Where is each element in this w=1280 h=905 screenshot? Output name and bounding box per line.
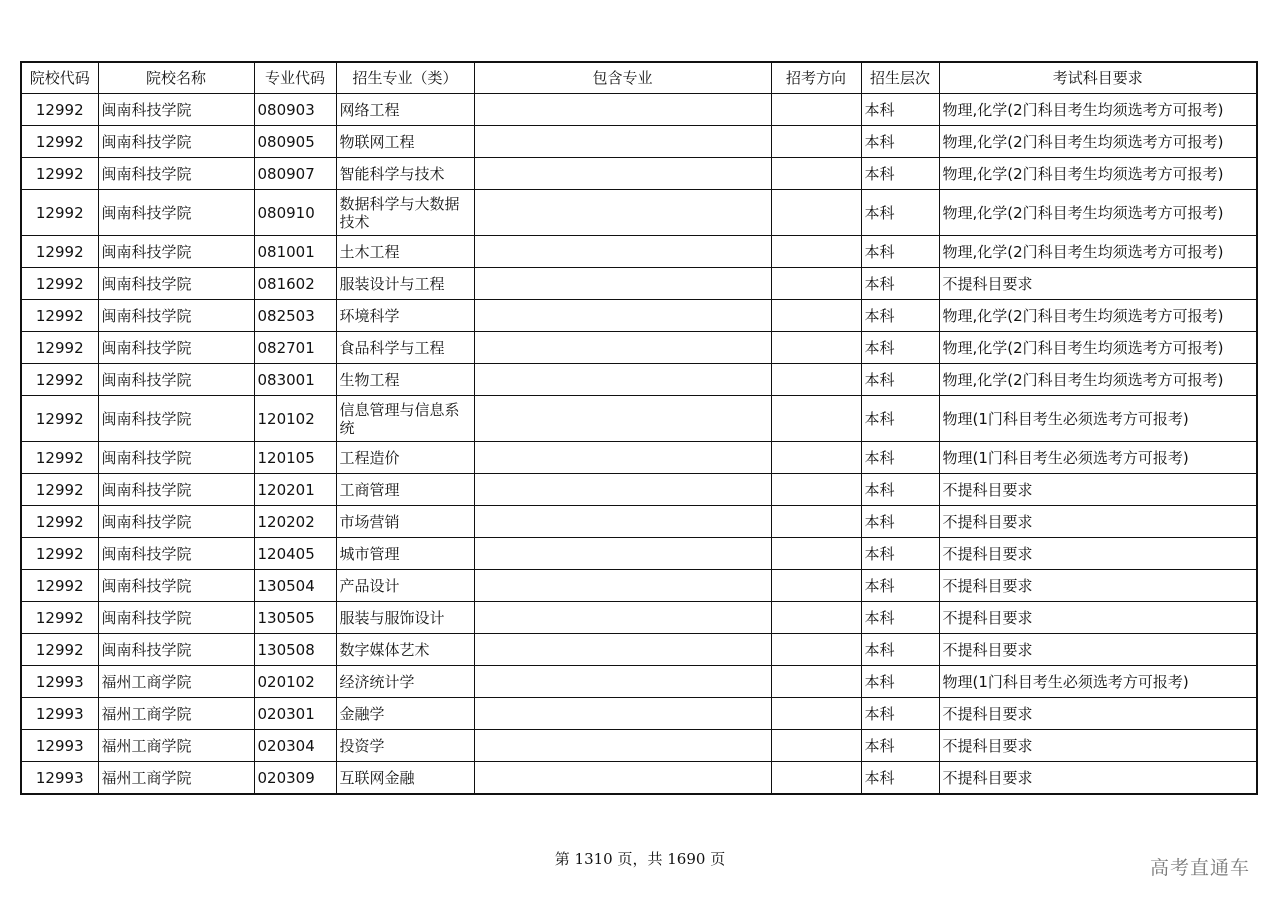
cell-major: 数字媒体艺术 <box>336 634 474 666</box>
cell-major-code: 080905 <box>254 126 336 158</box>
cell-school-code: 12992 <box>21 94 98 126</box>
cell-direction <box>771 442 861 474</box>
cell-included-majors <box>474 396 771 442</box>
col-header-major: 招生专业（类） <box>336 62 474 94</box>
cell-direction <box>771 236 861 268</box>
cell-subject-requirement: 不提科目要求 <box>939 602 1257 634</box>
col-header-major-code: 专业代码 <box>254 62 336 94</box>
table-row <box>21 634 1257 666</box>
cell-level: 本科 <box>861 570 939 602</box>
cell-level: 本科 <box>861 158 939 190</box>
cell-subject-requirement: 不提科目要求 <box>939 570 1257 602</box>
cell-level: 本科 <box>861 268 939 300</box>
cell-school-name: 闽南科技学院 <box>98 506 254 538</box>
cell-subject-requirement: 不提科目要求 <box>939 268 1257 300</box>
cell-major: 互联网金融 <box>336 762 474 795</box>
cell-major: 城市管理 <box>336 538 474 570</box>
cell-school-code: 12992 <box>21 126 98 158</box>
cell-included-majors <box>474 94 771 126</box>
cell-level: 本科 <box>861 698 939 730</box>
cell-major: 服装设计与工程 <box>336 268 474 300</box>
cell-major-code: 130508 <box>254 634 336 666</box>
col-header-school-code: 院校代码 <box>21 62 98 94</box>
cell-school-name: 福州工商学院 <box>98 730 254 762</box>
cell-included-majors <box>474 126 771 158</box>
cell-direction <box>771 474 861 506</box>
cell-direction <box>771 364 861 396</box>
table-row <box>21 126 1257 158</box>
cell-level: 本科 <box>861 126 939 158</box>
cell-direction <box>771 666 861 698</box>
cell-school-code: 12992 <box>21 634 98 666</box>
cell-major: 土木工程 <box>336 236 474 268</box>
table-row <box>21 538 1257 570</box>
cell-major: 金融学 <box>336 698 474 730</box>
table-row <box>21 268 1257 300</box>
cell-included-majors <box>474 666 771 698</box>
cell-subject-requirement: 物理,化学(2门科目考生均须选考方可报考) <box>939 332 1257 364</box>
cell-subject-requirement: 物理,化学(2门科目考生均须选考方可报考) <box>939 158 1257 190</box>
table-row <box>21 236 1257 268</box>
cell-school-name: 福州工商学院 <box>98 666 254 698</box>
cell-level: 本科 <box>861 474 939 506</box>
table-row <box>21 666 1257 698</box>
cell-major-code: 130505 <box>254 602 336 634</box>
cell-subject-requirement: 物理,化学(2门科目考生均须选考方可报考) <box>939 126 1257 158</box>
table-row <box>21 730 1257 762</box>
cell-level: 本科 <box>861 364 939 396</box>
cell-major-code: 020309 <box>254 762 336 795</box>
cell-major-code: 080910 <box>254 190 336 236</box>
cell-school-code: 12992 <box>21 268 98 300</box>
cell-included-majors <box>474 730 771 762</box>
cell-school-name: 闽南科技学院 <box>98 126 254 158</box>
cell-school-code: 12992 <box>21 300 98 332</box>
table-row <box>21 442 1257 474</box>
cell-included-majors <box>474 332 771 364</box>
cell-school-name: 闽南科技学院 <box>98 300 254 332</box>
cell-direction <box>771 762 861 795</box>
cell-major-code: 081001 <box>254 236 336 268</box>
cell-major: 服装与服饰设计 <box>336 602 474 634</box>
cell-school-name: 闽南科技学院 <box>98 364 254 396</box>
cell-major: 网络工程 <box>336 94 474 126</box>
cell-level: 本科 <box>861 94 939 126</box>
cell-direction <box>771 538 861 570</box>
cell-school-name: 闽南科技学院 <box>98 158 254 190</box>
table-row <box>21 506 1257 538</box>
cell-included-majors <box>474 236 771 268</box>
cell-school-code: 12992 <box>21 602 98 634</box>
cell-included-majors <box>474 634 771 666</box>
cell-included-majors <box>474 570 771 602</box>
cell-level: 本科 <box>861 602 939 634</box>
cell-school-code: 12993 <box>21 666 98 698</box>
cell-included-majors <box>474 190 771 236</box>
cell-included-majors <box>474 762 771 795</box>
col-header-direction: 招考方向 <box>771 62 861 94</box>
cell-school-code: 12992 <box>21 474 98 506</box>
table-row <box>21 190 1257 236</box>
cell-school-name: 闽南科技学院 <box>98 190 254 236</box>
cell-level: 本科 <box>861 506 939 538</box>
cell-school-code: 12992 <box>21 396 98 442</box>
cell-level: 本科 <box>861 762 939 795</box>
cell-included-majors <box>474 158 771 190</box>
cell-subject-requirement: 物理,化学(2门科目考生均须选考方可报考) <box>939 94 1257 126</box>
cell-school-code: 12992 <box>21 506 98 538</box>
cell-school-name: 闽南科技学院 <box>98 538 254 570</box>
cell-school-name: 闽南科技学院 <box>98 94 254 126</box>
cell-level: 本科 <box>861 332 939 364</box>
cell-major-code: 080907 <box>254 158 336 190</box>
cell-school-code: 12992 <box>21 190 98 236</box>
cell-major-code: 120202 <box>254 506 336 538</box>
watermark-logo-text: 高考直通车 <box>1149 857 1250 879</box>
cell-subject-requirement: 不提科目要求 <box>939 634 1257 666</box>
cell-included-majors <box>474 300 771 332</box>
cell-subject-requirement: 不提科目要求 <box>939 474 1257 506</box>
cell-school-code: 12992 <box>21 236 98 268</box>
cell-major: 生物工程 <box>336 364 474 396</box>
table-row <box>21 762 1257 795</box>
cell-major: 环境科学 <box>336 300 474 332</box>
cell-school-name: 闽南科技学院 <box>98 442 254 474</box>
table-row <box>21 364 1257 396</box>
cell-school-name: 闽南科技学院 <box>98 570 254 602</box>
cell-subject-requirement: 物理,化学(2门科目考生均须选考方可报考) <box>939 364 1257 396</box>
cell-subject-requirement: 物理,化学(2门科目考生均须选考方可报考) <box>939 300 1257 332</box>
table-row <box>21 602 1257 634</box>
cell-level: 本科 <box>861 442 939 474</box>
col-header-included-majors: 包含专业 <box>474 62 771 94</box>
page-number-footer: 第 1310 页，共 1690 页 <box>554 850 726 868</box>
cell-school-name: 闽南科技学院 <box>98 474 254 506</box>
cell-major-code: 120105 <box>254 442 336 474</box>
cell-major-code: 082503 <box>254 300 336 332</box>
cell-major-code: 083001 <box>254 364 336 396</box>
cell-direction <box>771 332 861 364</box>
cell-subject-requirement: 不提科目要求 <box>939 538 1257 570</box>
cell-subject-requirement: 不提科目要求 <box>939 506 1257 538</box>
cell-school-code: 12992 <box>21 442 98 474</box>
table-row <box>21 158 1257 190</box>
cell-included-majors <box>474 364 771 396</box>
cell-school-name: 闽南科技学院 <box>98 332 254 364</box>
cell-included-majors <box>474 602 771 634</box>
table-row <box>21 332 1257 364</box>
col-header-subject-requirement: 考试科目要求 <box>939 62 1257 94</box>
cell-school-name: 闽南科技学院 <box>98 602 254 634</box>
table-header-row <box>21 62 1257 94</box>
cell-level: 本科 <box>861 634 939 666</box>
cell-included-majors <box>474 538 771 570</box>
cell-school-name: 闽南科技学院 <box>98 268 254 300</box>
cell-subject-requirement: 物理,化学(2门科目考生均须选考方可报考) <box>939 236 1257 268</box>
cell-major-code: 020304 <box>254 730 336 762</box>
cell-direction <box>771 506 861 538</box>
table-body <box>21 94 1257 795</box>
cell-direction <box>771 730 861 762</box>
cell-direction <box>771 268 861 300</box>
cell-direction <box>771 300 861 332</box>
table-row <box>21 300 1257 332</box>
cell-included-majors <box>474 268 771 300</box>
cell-major: 数据科学与大数据技术 <box>336 190 474 236</box>
col-header-level: 招生层次 <box>861 62 939 94</box>
cell-major: 物联网工程 <box>336 126 474 158</box>
cell-included-majors <box>474 442 771 474</box>
cell-subject-requirement: 不提科目要求 <box>939 698 1257 730</box>
cell-major-code: 080903 <box>254 94 336 126</box>
cell-level: 本科 <box>861 666 939 698</box>
cell-direction <box>771 396 861 442</box>
cell-included-majors <box>474 506 771 538</box>
col-header-school-name: 院校名称 <box>98 62 254 94</box>
cell-major-code: 082701 <box>254 332 336 364</box>
cell-direction <box>771 190 861 236</box>
table-row <box>21 570 1257 602</box>
cell-subject-requirement: 物理,化学(2门科目考生均须选考方可报考) <box>939 190 1257 236</box>
cell-major: 信息管理与信息系统 <box>336 396 474 442</box>
table-row <box>21 94 1257 126</box>
cell-school-code: 12992 <box>21 364 98 396</box>
cell-school-name: 闽南科技学院 <box>98 634 254 666</box>
cell-major-code: 120405 <box>254 538 336 570</box>
cell-direction <box>771 158 861 190</box>
table-row <box>21 396 1257 442</box>
cell-major: 智能科学与技术 <box>336 158 474 190</box>
cell-level: 本科 <box>861 190 939 236</box>
table-row <box>21 474 1257 506</box>
cell-major-code: 020301 <box>254 698 336 730</box>
cell-direction <box>771 570 861 602</box>
cell-subject-requirement: 不提科目要求 <box>939 762 1257 795</box>
cell-major: 产品设计 <box>336 570 474 602</box>
cell-major-code: 081602 <box>254 268 336 300</box>
cell-direction <box>771 698 861 730</box>
cell-school-code: 12992 <box>21 570 98 602</box>
cell-school-code: 12992 <box>21 332 98 364</box>
cell-level: 本科 <box>861 538 939 570</box>
cell-school-code: 12993 <box>21 762 98 795</box>
cell-direction <box>771 94 861 126</box>
cell-subject-requirement: 物理(1门科目考生必须选考方可报考) <box>939 442 1257 474</box>
cell-major: 食品科学与工程 <box>336 332 474 364</box>
cell-major-code: 020102 <box>254 666 336 698</box>
cell-school-code: 12993 <box>21 698 98 730</box>
cell-direction <box>771 126 861 158</box>
cell-direction <box>771 602 861 634</box>
cell-major: 工程造价 <box>336 442 474 474</box>
cell-major: 投资学 <box>336 730 474 762</box>
cell-included-majors <box>474 698 771 730</box>
cell-major-code: 120201 <box>254 474 336 506</box>
cell-school-code: 12992 <box>21 538 98 570</box>
cell-major: 市场营销 <box>336 506 474 538</box>
cell-subject-requirement: 物理(1门科目考生必须选考方可报考) <box>939 666 1257 698</box>
cell-major-code: 130504 <box>254 570 336 602</box>
admissions-table <box>20 61 1258 795</box>
cell-major-code: 120102 <box>254 396 336 442</box>
cell-school-name: 闽南科技学院 <box>98 396 254 442</box>
cell-included-majors <box>474 474 771 506</box>
cell-level: 本科 <box>861 236 939 268</box>
cell-school-code: 12993 <box>21 730 98 762</box>
cell-major: 工商管理 <box>336 474 474 506</box>
cell-school-name: 福州工商学院 <box>98 762 254 795</box>
cell-subject-requirement: 物理(1门科目考生必须选考方可报考) <box>939 396 1257 442</box>
cell-school-name: 闽南科技学院 <box>98 236 254 268</box>
cell-level: 本科 <box>861 730 939 762</box>
cell-direction <box>771 634 861 666</box>
cell-subject-requirement: 不提科目要求 <box>939 730 1257 762</box>
table-row <box>21 698 1257 730</box>
cell-major: 经济统计学 <box>336 666 474 698</box>
cell-level: 本科 <box>861 300 939 332</box>
cell-school-name: 福州工商学院 <box>98 698 254 730</box>
cell-level: 本科 <box>861 396 939 442</box>
cell-school-code: 12992 <box>21 158 98 190</box>
